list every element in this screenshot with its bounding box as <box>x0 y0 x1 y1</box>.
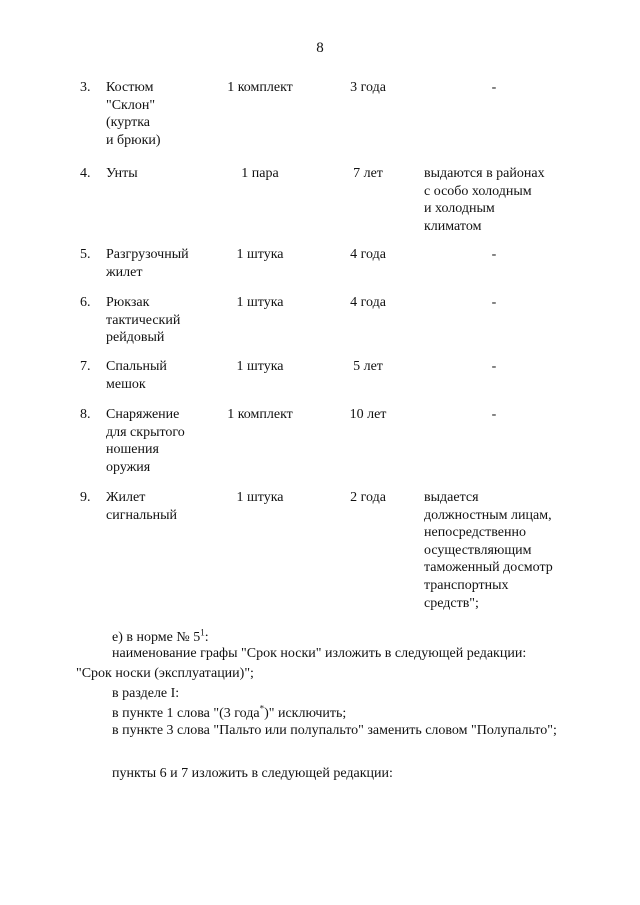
item-note-line: - <box>491 359 497 374</box>
item-term: 10 лет <box>349 407 387 422</box>
row-number: 4. <box>80 166 91 181</box>
item-name-line: и брюки) <box>106 132 161 148</box>
item-note-line: таможенный досмотр <box>424 560 553 576</box>
item-quantity: 1 комплект <box>227 407 293 422</box>
item-name-line: Разгрузочный <box>106 247 189 262</box>
item-quantity: 1 штука <box>236 490 284 505</box>
item-quantity: 1 штука <box>236 295 284 310</box>
row-number: 9. <box>80 490 91 505</box>
item-name-line: Жилет <box>106 490 146 505</box>
item-note-line: средств"; <box>424 595 479 611</box>
row-number: 6. <box>80 295 91 310</box>
item-name-line: для скрытого <box>106 424 185 440</box>
item-note-line: выдаются в районах <box>424 166 545 181</box>
item-note <box>424 246 564 264</box>
item-note <box>424 489 572 612</box>
item-note-line: - <box>491 247 497 262</box>
page-number: 8 <box>316 40 324 56</box>
item-quantity: 1 штука <box>236 359 284 374</box>
paragraph-section-i: в разделе I: <box>112 686 180 701</box>
paragraph-item-3: в пункте 3 слова "Пальто или полупальто" заменить словом "Полупальто"; <box>112 723 557 738</box>
item-note <box>424 294 564 312</box>
item-note <box>424 358 564 376</box>
row-number: 7. <box>80 359 91 374</box>
item-term: 5 лет <box>353 359 383 374</box>
item-note <box>424 406 564 424</box>
item-note-line: - <box>491 407 497 422</box>
item-name-line: тактический <box>106 312 181 328</box>
row-number: 3. <box>80 80 91 95</box>
item-term: 2 года <box>350 490 386 505</box>
item-term: 4 года <box>350 247 386 262</box>
item-note-line: - <box>491 80 497 95</box>
item-note <box>424 79 564 97</box>
paragraph-items-6-7: пункты 6 и 7 изложить в следующей редакции: <box>112 766 393 781</box>
item-name-line: ношения <box>106 442 159 458</box>
item-name-line: "Склон" <box>106 97 156 113</box>
paragraph-new-name: "Срок носки (эксплуатации)"; <box>76 666 254 681</box>
item-note-line: должностным лицам, <box>424 507 552 523</box>
paragraph-text: )" исключить; <box>264 706 347 721</box>
item-note-line: - <box>491 295 497 310</box>
item-name-line: сигнальный <box>106 507 178 523</box>
paragraph-text: в пункте 1 слова "(3 года <box>112 706 260 721</box>
item-name-line: мешок <box>106 376 146 392</box>
item-name-line: рейдовый <box>106 330 165 346</box>
row-number: 5. <box>80 247 91 262</box>
item-note-line: непосредственно <box>424 525 526 541</box>
item-name-line: Спальный <box>106 359 167 374</box>
item-term: 7 лет <box>353 166 383 181</box>
paragraph-text: : <box>204 630 209 645</box>
item-quantity: 1 штука <box>236 247 284 262</box>
item-name-line: Рюкзак <box>106 295 150 310</box>
item-note-line: климатом <box>424 218 482 234</box>
item-name-line: жилет <box>106 264 143 280</box>
item-name-line: оружия <box>106 459 151 475</box>
item-note-line: с особо холодным <box>424 183 532 199</box>
superscript: 1 <box>200 627 205 638</box>
item-note-line: и холодным <box>424 201 495 217</box>
item-note-line: транспортных <box>424 577 509 593</box>
item-name-line: Костюм <box>106 80 154 95</box>
superscript: * <box>259 703 265 714</box>
item-name-line: Снаряжение <box>106 407 180 422</box>
item-quantity: 1 комплект <box>227 80 293 95</box>
item-name-line: (куртка <box>106 115 151 131</box>
item-note <box>424 165 572 235</box>
row-number: 8. <box>80 407 91 422</box>
item-note-line: выдается <box>424 490 479 505</box>
item-quantity: 1 пара <box>241 166 279 181</box>
item-term: 3 года <box>350 80 386 95</box>
item-note-line: осуществляющим <box>424 542 532 558</box>
paragraph-text: е) в норме № 5 <box>112 630 201 645</box>
paragraph-column-name: наименование графы "Срок носки" изложить в следующей редакции: <box>112 646 527 661</box>
item-name-line: Унты <box>106 166 138 181</box>
item-term: 4 года <box>350 295 386 310</box>
